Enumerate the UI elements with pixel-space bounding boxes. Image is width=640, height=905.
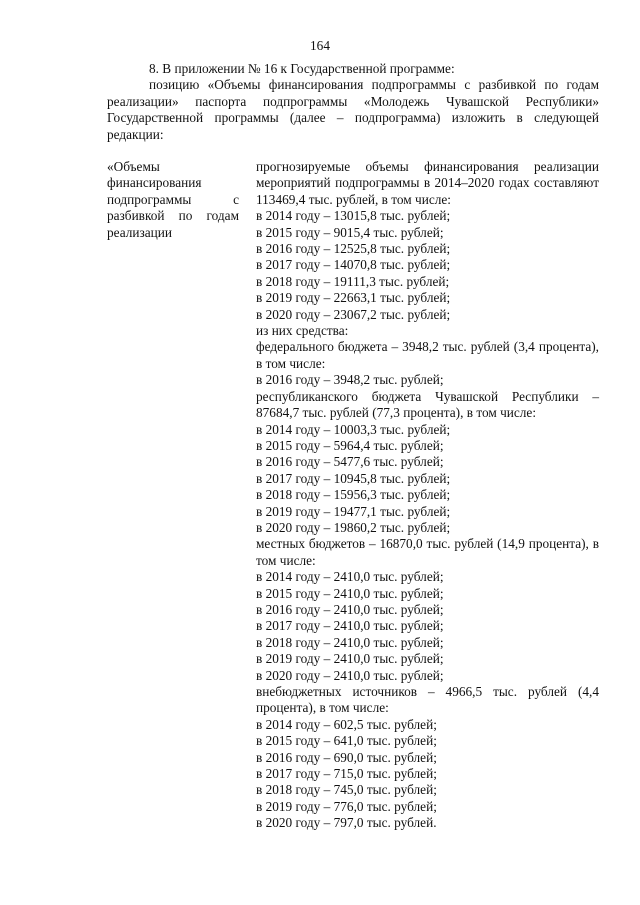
year-line: в 2015 году – 641,0 тыс. рублей;	[256, 733, 437, 749]
republican-paragraph: республиканского бюджета Чувашской Республики – 87684,7 тыс. рублей (77,3 процента), в том числе:	[256, 388, 599, 421]
year-line: в 2020 году – 23067,2 тыс. рублей;	[256, 306, 451, 322]
year-line: в 2020 году – 19860,2 тыс. рублей;	[256, 519, 451, 535]
republican-year-list	[256, 422, 599, 537]
year-line: в 2014 году – 13015,8 тыс. рублей;	[256, 208, 451, 224]
item-heading: 8. В приложении № 16 к Государственной программе:	[149, 61, 455, 76]
year-line: в 2016 году – 2410,0 тыс. рублей;	[256, 601, 444, 617]
extrabudgetary-paragraph: внебюджетных источников – 4966,5 тыс. рублей (4,4 процента), в том числе:	[256, 684, 599, 716]
year-line: в 2020 году – 2410,0 тыс. рублей;	[256, 667, 444, 683]
federal-year-list	[256, 372, 599, 388]
year-line: в 2020 году – 797,0 тыс. рублей.	[256, 815, 437, 831]
local-year-list	[256, 569, 599, 684]
year-line: в 2018 году – 15956,3 тыс. рублей;	[256, 487, 451, 503]
year-line: в 2019 году – 19477,1 тыс. рублей;	[256, 503, 451, 519]
year-line: в 2018 году – 19111,3 тыс. рублей;	[256, 273, 450, 289]
year-line: в 2017 году – 10945,8 тыс. рублей;	[256, 470, 451, 486]
financing-content	[256, 159, 599, 832]
total-year-list	[256, 208, 599, 323]
year-line: в 2017 году – 2410,0 тыс. рублей;	[256, 618, 444, 634]
total-paragraph: прогнозируемые объемы финансирования реализации мероприятий подпрограммы в 2014–2020 годах составляют 113469,4 тыс. рублей, в том числе:	[256, 159, 599, 207]
year-line: в 2019 году – 776,0 тыс. рублей;	[256, 798, 437, 814]
year-line: в 2014 году – 2410,0 тыс. рублей;	[256, 569, 444, 585]
year-line: в 2017 году – 14070,8 тыс. рублей;	[256, 257, 451, 273]
year-line: в 2014 году – 10003,3 тыс. рублей;	[256, 421, 451, 437]
year-line: в 2019 году – 2410,0 тыс. рублей;	[256, 651, 444, 667]
year-line: в 2017 году – 715,0 тыс. рублей;	[256, 766, 437, 782]
item-body: позицию «Объемы финансирования подпрограммы с разбивкой по годам реализации» паспорта подпрограммы «Молодежь Чувашской Республики» Государственной программы (далее – подпрограмма) изложить в следующей редакции:	[107, 77, 599, 142]
year-line: в 2016 году – 5477,6 тыс. рублей;	[256, 454, 444, 470]
year-line: в 2015 году – 5964,4 тыс. рублей;	[256, 437, 444, 453]
year-line: в 2018 году – 2410,0 тыс. рублей;	[256, 634, 444, 650]
page-number: 164	[310, 38, 330, 53]
year-line: в 2016 году – 3948,2 тыс. рублей;	[256, 372, 444, 388]
year-line: в 2015 году – 2410,0 тыс. рублей;	[256, 585, 444, 601]
year-line: в 2019 году – 22663,1 тыс. рублей;	[256, 290, 451, 306]
extrabudgetary-year-list	[256, 717, 599, 832]
intro-section	[107, 61, 599, 143]
year-line: в 2016 году – 12525,8 тыс. рублей;	[256, 241, 451, 257]
financing-label: «Объемы финансирования подпрограммы с разбивкой по годам реализации	[107, 159, 239, 240]
year-line: в 2014 году – 602,5 тыс. рублей;	[256, 716, 437, 732]
year-line: в 2015 году – 9015,4 тыс. рублей;	[256, 224, 444, 240]
local-paragraph: местных бюджетов – 16870,0 тыс. рублей (14,9 процента), в том числе:	[256, 536, 599, 568]
year-line: в 2016 году – 690,0 тыс. рублей;	[256, 749, 437, 765]
federal-paragraph: федерального бюджета – 3948,2 тыс. рублей (3,4 процента), в том числе:	[256, 339, 599, 371]
year-line: в 2018 году – 745,0 тыс. рублей;	[256, 782, 437, 798]
sources-intro: из них средства:	[256, 323, 349, 339]
